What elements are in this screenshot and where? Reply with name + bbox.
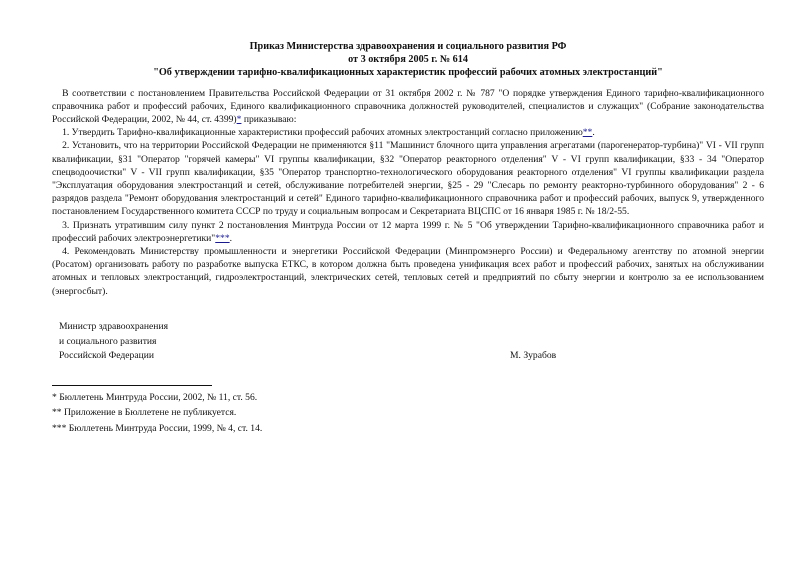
item-1-paragraph xyxy=(52,126,764,139)
footnote-2: ** Приложение в Бюллетене не публикуется. xyxy=(52,407,237,419)
signatory-name: М. Зурабов xyxy=(510,350,557,362)
signature-line-3: Российской Федерации xyxy=(59,350,154,362)
footnote-link-1[interactable]: * xyxy=(236,114,242,126)
footnotes xyxy=(52,390,764,437)
footnote-1: * Бюллетень Минтруда России, 2002, № 11, ст. 56. xyxy=(52,391,258,403)
item-3-tail: . xyxy=(229,232,233,244)
document-body xyxy=(52,87,764,298)
item-2-paragraph: 2. Установить, что на территории Российской Федерации не применяются §11 "Машинист блочного щита управления агрегатами (парогенератор-турбина)" VI - VII групп квалификации, §31 "Оператор "горячей камеры" VI группы квалификации, §32 "Оператор реакторного отделения" V - VI групп квалификации, §33 - 34 "Оператор спецводоочистки" V - VII групп квалификации, §35 "Оператор транспортно-технологического оборудования реакторного отделения" VI группы квалификации раздела "Эксплуатация оборудования электростанций и сетей, обслуживание потребителей энергии, §25 - 29 "Слесарь по ремонту реакторно-турбинного оборудования" 2 - 6 разрядов раздела "Ремонт оборудования электростанций и сетей" Единого тарифно-квалификационного справочника работ и профессий рабочих, выпуск 9, утвержденного постановлением Государственного комитета СССР по труду и социальным вопросам и Секретариата ВЦСПС от 16 января 1985 г. № 18/2-55. xyxy=(52,140,764,218)
item-3-text: 3. Признать утратившим силу пункт 2 постановления Минтруда России от 12 марта 1999 г. № 5 "Об утверждении Тарифно-квалификационного справочника работ и профессий рабочих электроэнергетики" xyxy=(52,219,764,244)
document-page xyxy=(52,40,764,437)
signature-line-2: и социального развития xyxy=(59,335,157,347)
title-line-3: "Об утверждении тарифно-квалификационных характеристик профессий рабочих атомных электростанций" xyxy=(153,67,663,79)
intro-paragraph xyxy=(52,87,764,127)
footnote-3: *** Бюллетень Минтруда России, 1999, № 4, ст. 14. xyxy=(52,423,263,435)
footnote-link-3[interactable]: *** xyxy=(215,232,230,244)
signature-block xyxy=(52,320,764,366)
item-1-text: 1. Утвердить Тарифно-квалификационные характеристики профессий рабочих атомных электростанций согласно приложению xyxy=(62,127,583,139)
footnote-link-2[interactable]: ** xyxy=(582,127,593,139)
signature-position xyxy=(59,320,168,364)
title-line-2: от 3 октября 2005 г. № 614 xyxy=(348,54,468,66)
title-line-1: Приказ Министерства здравоохранения и социального развития РФ xyxy=(249,41,567,52)
item-3-paragraph xyxy=(52,219,764,245)
item-1-tail: . xyxy=(592,127,595,139)
intro-tail: приказываю: xyxy=(241,114,297,126)
document-title xyxy=(52,40,764,80)
intro-text: В соответствии с постановлением Правительства Российской Федерации от 31 октября 2002 г. № 787 "О порядке утверждения Единого тарифно-квалификационного справочника работ и профессий рабочих, Единого квалификационного справочника должностей руководителей, специалистов и служащих" (Собрание законодательства Российской Федерации, 2002, № 44, ст. 4399) xyxy=(52,87,764,126)
footnote-separator xyxy=(52,385,212,386)
item-4-paragraph: 4. Рекомендовать Министерству промышленности и энергетики Российской Федерации (Минпромэнерго России) и Федеральному агентству по атомной энергии (Росатом) организовать работу по разработке выпуска ЕТКС, в котором должна быть проведена унификация всех работ и профессий рабочих, занятых на обслуживании атомных и тепловых электростанций, гидроэлектростанций, электрических сетей, тепловых сетей и предприятий по сбыту энергии и контролю за ее использованием (энергосбыт). xyxy=(52,246,764,297)
signature-line-1: Министр здравоохранения xyxy=(59,320,168,332)
